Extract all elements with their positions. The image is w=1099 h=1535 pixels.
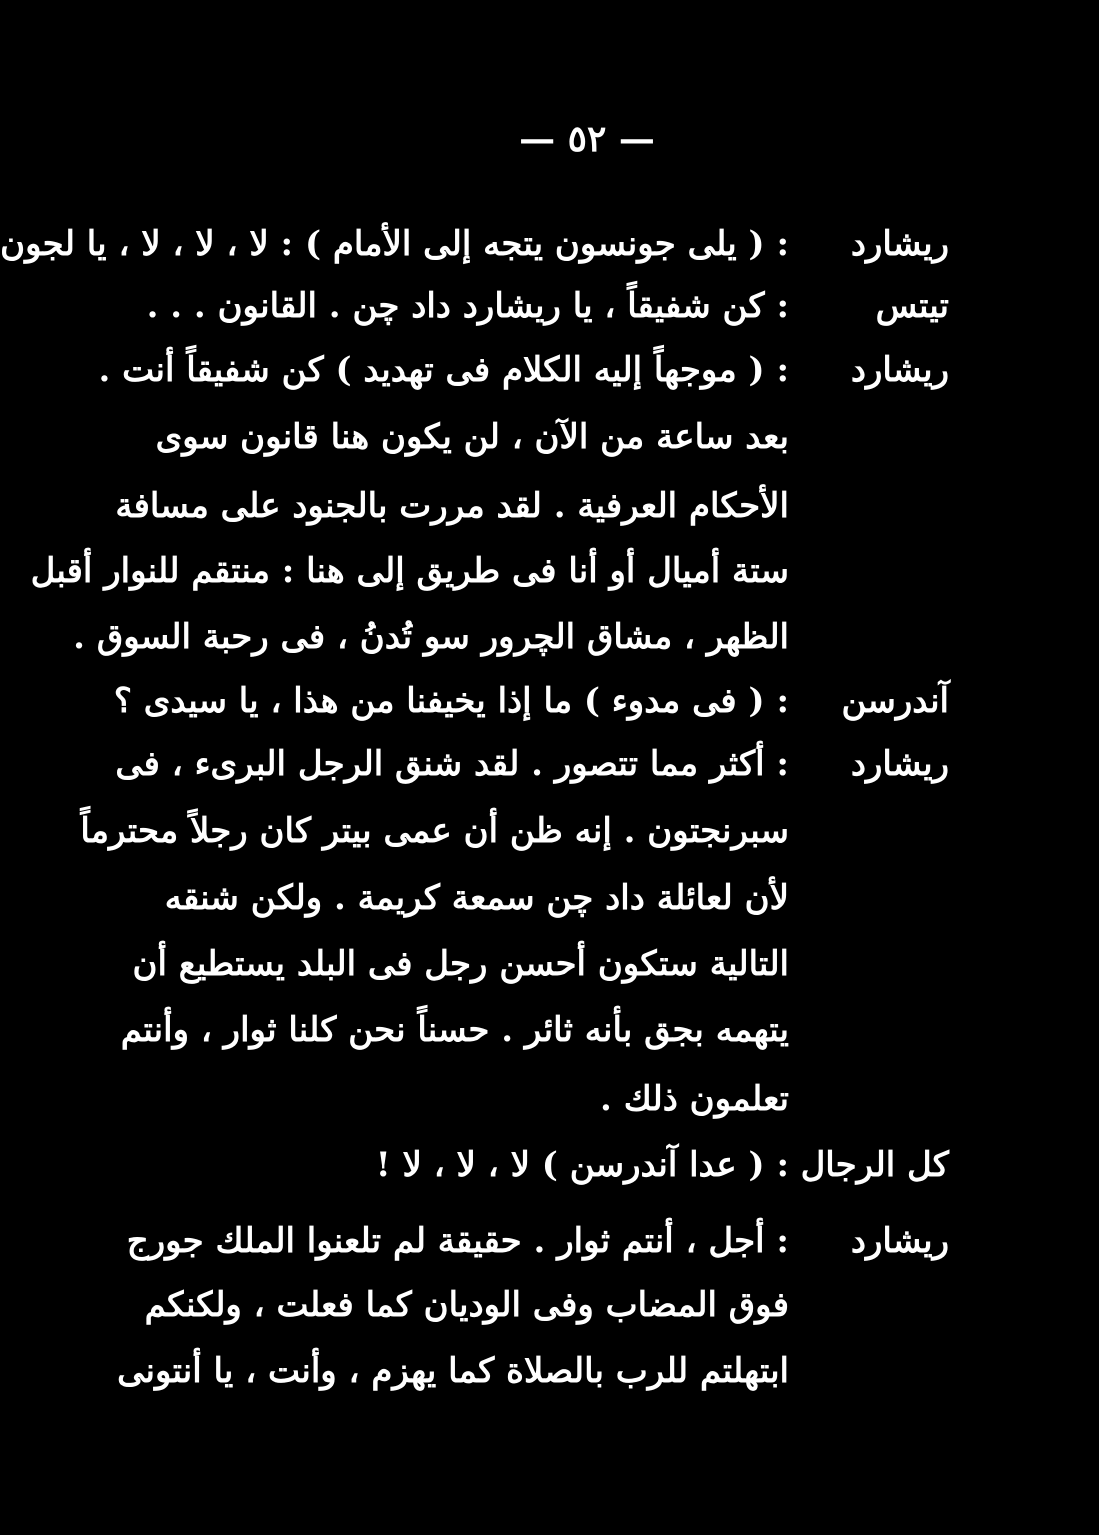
dialogue-line — [132, 933, 949, 995]
dialogue-text: : ( عدا آندرسن ) لا ، لا ، لا ! — [375, 1145, 789, 1185]
speaker-name: ريشارد — [850, 744, 949, 784]
dialogue-line — [115, 475, 949, 537]
dialogue-line — [120, 999, 949, 1061]
speaker-name: كل الرجال — [800, 1145, 949, 1185]
dialogue-line — [155, 406, 949, 468]
dialogue-text: : ( موجهاً إليه الكلام فى تهديد ) كن شفيقاً أنت . — [98, 350, 789, 390]
speaker-name: ريشارد — [850, 1221, 949, 1261]
speaker-name: ريشارد — [850, 224, 949, 264]
dialogue-text: لأن لعائلة داد چن سمعة كريمة . ولكن شنقه — [164, 878, 789, 918]
dialogue-line — [117, 1340, 949, 1402]
dialogue-text: تعلمون ذلك . — [600, 1079, 789, 1119]
dialogue-text: ابتهلتم للرب بالصلاة كما يهزم ، وأنت ، يا أنتونى — [117, 1351, 789, 1391]
dialogue-line — [144, 1274, 949, 1336]
dialogue-text: يتهمه بجق بأنه ثائر . حسناً نحن كلنا ثوار ، وأنتم — [120, 1010, 789, 1050]
dialogue-text: التالية ستكون أحسن رجل فى البلد يستطيع أن — [132, 944, 789, 984]
dialogue-text: ستة أميال أو أنا فى طريق إلى هنا : منتقم للنوار أقبل — [30, 551, 789, 591]
dialogue-line — [225, 1134, 949, 1196]
dialogue-text: : أكثر مما تتصور . لقد شنق الرجل البرىء ، فى — [115, 744, 789, 784]
dialogue-text: : كن شفيقاً ، يا ريشارد داد چن . القانون . . . — [146, 286, 789, 326]
dialogue-line — [126, 1210, 949, 1272]
dialogue-text: فوق المضاب وفى الوديان كما فعلت ، ولكنكم — [144, 1285, 789, 1325]
dialogue-line — [146, 275, 949, 337]
dialogue-text: سبرنجتون . إنه ظن أن عمى بيتر كان رجلاً محترماً — [80, 811, 789, 851]
dialogue-line — [115, 733, 949, 795]
dialogue-text: بعد ساعة من الآن ، لن يكون هنا قانون سوى — [155, 417, 789, 457]
dialogue-line — [98, 339, 949, 401]
dialogue-text: : ( يلى جونسون يتجه إلى الأمام ) : لا ، لا ، لا ، يا لجون — [0, 224, 789, 264]
dialogue-text: : أجل ، أنتم ثوار . حقيقة لم تلعنوا الملك جورج — [126, 1221, 789, 1261]
dialogue-line — [113, 670, 949, 732]
dialogue-line — [164, 867, 949, 929]
dialogue-line — [80, 800, 949, 862]
dialogue-line — [225, 1068, 949, 1130]
dialogue-line — [30, 540, 949, 602]
dialogue-line — [73, 606, 949, 668]
page-number: — ٥٢ — — [519, 118, 655, 160]
dialogue-line — [0, 213, 949, 275]
dialogue-text: الأحكام العرفية . لقد مررت بالجنود على مسافة — [115, 486, 789, 526]
speaker-name: ريشارد — [850, 350, 949, 390]
speaker-name: تيتس — [875, 286, 949, 326]
dialogue-text: : ( فى مدوء ) ما إذا يخيفنا من هذا ، يا سيدى ؟ — [113, 681, 789, 721]
speaker-name: آندرسن — [841, 681, 949, 721]
dialogue-text: الظهر ، مشاق الچرور سو تُدنُ ، فى رحبة السوق . — [73, 617, 789, 657]
